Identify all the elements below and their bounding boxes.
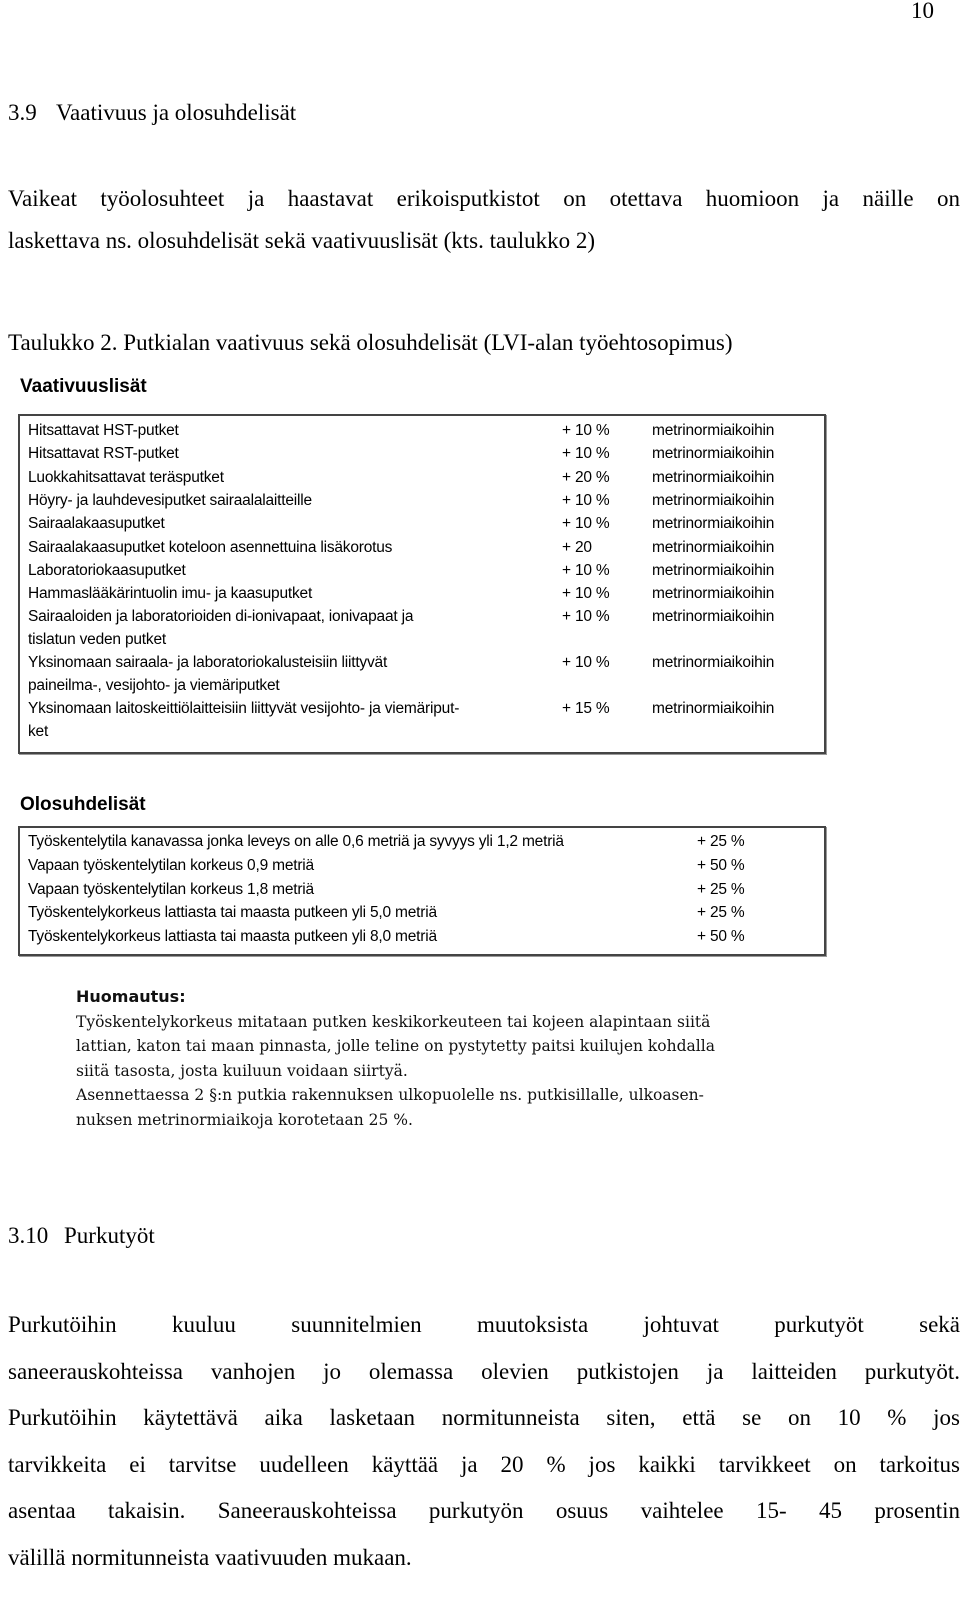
row-unit: metrinormiaikoihin	[652, 422, 775, 439]
row-unit: metrinormiaikoihin	[652, 700, 775, 718]
row-label: paineilma-, vesijohto- ja viemäriputket	[28, 676, 280, 694]
row-label: Sairaalakaasuputket koteloon asennettuina lisäkorotus	[28, 538, 393, 556]
row-percent: + 10 %	[562, 422, 610, 439]
row-unit: metrinormiaikoihin	[652, 561, 775, 579]
row-unit: metrinormiaikoihin	[652, 515, 775, 533]
page-number: 10	[911, 0, 934, 23]
paragraph-line: välillä normitunneista vaativuuden mukaan.	[8, 1544, 412, 1570]
row-label: Luokkahitsattavat teräsputket	[28, 468, 224, 486]
row-percent: + 10 %	[562, 608, 610, 626]
note-line: siitä tasosta, josta kuiluun voidaan siirtyä.	[76, 1061, 408, 1080]
paragraph-line: laskettava ns. olosuhdelisät sekä vaativuuslisät (kts. taulukko 2)	[8, 228, 596, 253]
row-percent: + 10 %	[562, 491, 610, 509]
row-label: Höyry- ja lauhdevesiputket sairaalalaitteille	[28, 491, 312, 509]
row-unit: metrinormiaikoihin	[652, 491, 775, 509]
note-line: lattian, katon tai maan pinnasta, jolle teline on pystytetty paitsi kuilujen kohdalla	[76, 1037, 715, 1055]
section-heading-3-9	[8, 100, 296, 126]
olosuhde-title: Olosuhdelisät	[20, 794, 146, 815]
row-label: tislatun veden putket	[28, 631, 166, 649]
row-label: Hammaslääkärintuolin imu- ja kaasuputket	[28, 585, 313, 603]
paragraph-line: tarvikkeita ei tarvitse uudelleen käyttää ja 20 % jos kaikki tarvikkeet on tarkoitus	[8, 1451, 960, 1477]
note-line: Työskentelykorkeus mitataan putken keskikorkeuteen tai kojeen alapintaan siitä	[76, 1012, 711, 1031]
row-label: Yksinomaan sairaala- ja laboratoriokalusteisiin liittyvät	[28, 654, 388, 672]
row-percent: + 25 %	[697, 833, 745, 850]
row-label: Vapaan työskentelytilan korkeus 1,8 metriä	[28, 880, 314, 898]
table-caption: Taulukko 2. Putkialan vaativuus sekä olosuhdelisät (LVI-alan työehtosopimus)	[8, 330, 733, 355]
row-percent: + 25 %	[697, 904, 745, 922]
row-percent: + 10 %	[562, 585, 610, 603]
paragraph-line: asentaa takaisin. Saneerauskohteissa purkutyön osuus vaihtelee 15- 45 prosentin	[8, 1498, 960, 1523]
row-percent: + 10 %	[562, 561, 610, 579]
intro-paragraph	[8, 178, 960, 262]
note-box	[76, 985, 836, 1132]
row-percent: + 25 %	[697, 880, 745, 898]
row-percent: + 20	[562, 538, 592, 556]
row-percent: + 10 %	[562, 445, 610, 463]
section-heading-3-10	[8, 1223, 155, 1249]
row-percent: + 20 %	[562, 468, 610, 486]
section-number: 3.9	[8, 100, 37, 125]
note-title: Huomautus:	[76, 987, 186, 1006]
row-percent: + 10 %	[562, 515, 610, 533]
section-number: 3.10	[8, 1223, 49, 1248]
row-label: Sairaaloiden ja laboratorioiden di-ionivapaat, ionivapaat ja	[28, 608, 414, 626]
row-unit: metrinormiaikoihin	[652, 468, 775, 486]
row-label: Vapaan työskentelytilan korkeus 0,9 metriä	[28, 856, 314, 874]
note-line: Asennettaessa 2 §:n putkia rakennuksen ulkopuolelle ns. putkisillalle, ulkoasen-	[76, 1086, 704, 1104]
paragraph-line: Purkutöihin kuuluu suunnitelmien muutoksista johtuvat purkutyöt sekä	[8, 1312, 960, 1337]
row-unit: metrinormiaikoihin	[652, 538, 775, 556]
paragraph-line: saneerauskohteissa vanhojen jo olemassa olevien putkistojen ja laitteiden purkutyöt.	[8, 1358, 960, 1384]
purku-paragraph	[8, 1302, 960, 1581]
row-percent: + 10 %	[562, 654, 610, 672]
row-label: Laboratoriokaasuputket	[28, 561, 186, 579]
paragraph-line: Purkutöihin käytettävä aika lasketaan normitunneista siten, että se on 10 % jos	[8, 1405, 960, 1430]
row-label: ket	[28, 722, 49, 740]
vaativuus-title: Vaativuuslisät	[20, 376, 147, 397]
row-unit: metrinormiaikoihin	[652, 608, 775, 626]
section-title: Purkutyöt	[64, 1223, 155, 1248]
row-percent: + 50 %	[697, 928, 745, 946]
olosuhde-table	[18, 826, 826, 956]
row-label: Hitsattavat RST-putket	[28, 445, 179, 463]
vaativuus-table	[18, 414, 826, 754]
row-label: Yksinomaan laitoskeittiölaitteisiin liittyvät vesijohto- ja viemäriput-	[28, 700, 460, 718]
row-percent: + 50 %	[697, 856, 745, 874]
row-unit: metrinormiaikoihin	[652, 654, 775, 672]
note-line: nuksen metrinormiaikoja korotetaan 25 %.	[76, 1110, 413, 1129]
row-percent: + 15 %	[562, 700, 610, 718]
row-label: Työskentelykorkeus lattiasta tai maasta putkeen yli 5,0 metriä	[28, 904, 437, 922]
row-label: Työskentelytila kanavassa jonka leveys on alle 0,6 metriä ja syvyys yli 1,2 metriä	[28, 833, 564, 850]
row-label: Hitsattavat HST-putket	[28, 422, 179, 439]
row-label: Sairaalakaasuputket	[28, 515, 165, 533]
paragraph-line: Vaikeat työolosuhteet ja haastavat erikoisputkistot on otettava huomioon ja näille on	[8, 186, 960, 211]
row-label: Työskentelykorkeus lattiasta tai maasta putkeen yli 8,0 metriä	[28, 928, 437, 946]
section-title: Vaativuus ja olosuhdelisät	[56, 100, 297, 125]
row-unit: metrinormiaikoihin	[652, 445, 775, 463]
row-unit: metrinormiaikoihin	[652, 585, 775, 603]
